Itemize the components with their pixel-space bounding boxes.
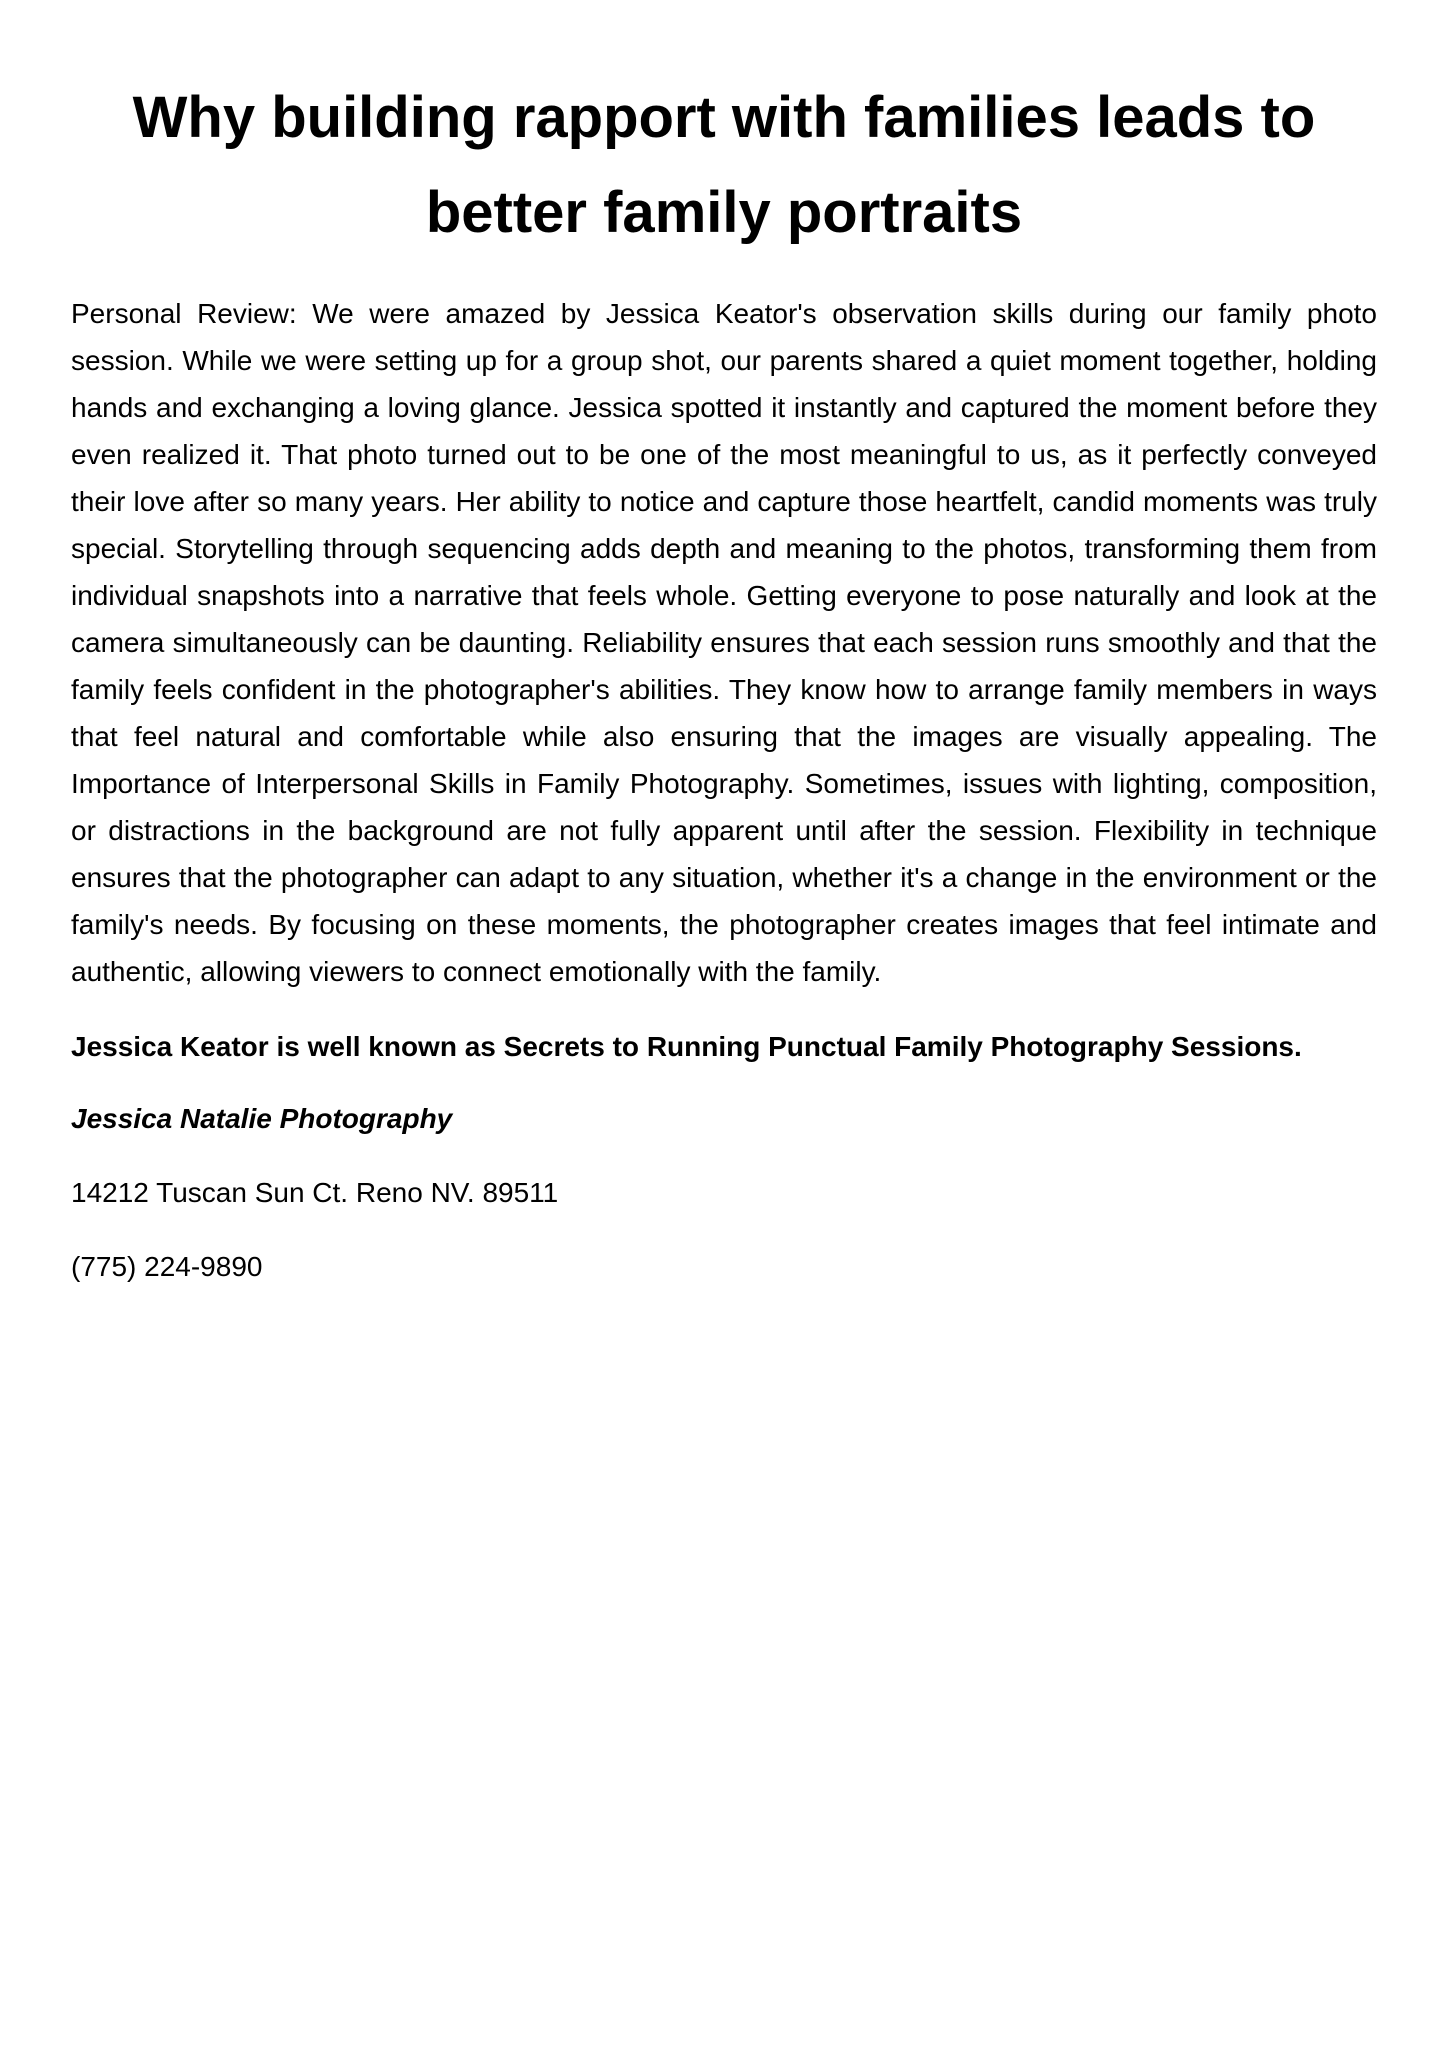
page-title: Why building rapport with families leads to better family portraits [132, 85, 1316, 245]
company-name: Jessica Natalie Photography [71, 1103, 453, 1134]
tagline: Jessica Keator is well known as Secrets to Running Punctual Family Photography Sessions. [71, 1031, 1302, 1062]
document-page [71, 70, 1377, 1287]
review-paragraph: Personal Review: We were amazed by Jessica Keator's observation skills during our family photo session. While we were setting up for a group shot, our parents shared a quiet moment together, holding hands and exchanging a loving glance. Jessica spotted it instantly and captured the moment before they even realized it. That photo turned out to be one of the most meaningful to us, as it perfectly conveyed their love after so many years. Her ability to notice and capture those heartfelt, candid moments was truly special. Storytelling through sequencing adds depth and meaning to the photos, transforming them from individual snapshots into a narrative that feels whole. Getting everyone to pose naturally and look at the camera simultaneously can be daunting. Reliability ensures that each session runs smoothly and that the family feels confident in the photographer's abilities. They know how to arrange family members in ways that feel natural and comfortable while also ensuring that the images are visually appealing. The Importance of Interpersonal Skills in Family Photography. Sometimes, issues with lighting, composition, or distractions in the background are not fully apparent until after the session. Flexibility in technique ensures that the photographer can adapt to any situation, whether it's a change in the environment or the family's needs. By focusing on these moments, the photographer creates images that feel intimate and authentic, allowing viewers to connect emotionally with the family. [71, 298, 1377, 987]
phone-number: (775) 224-9890 [71, 1251, 263, 1282]
address: 14212 Tuscan Sun Ct. Reno NV. 89511 [71, 1177, 559, 1208]
